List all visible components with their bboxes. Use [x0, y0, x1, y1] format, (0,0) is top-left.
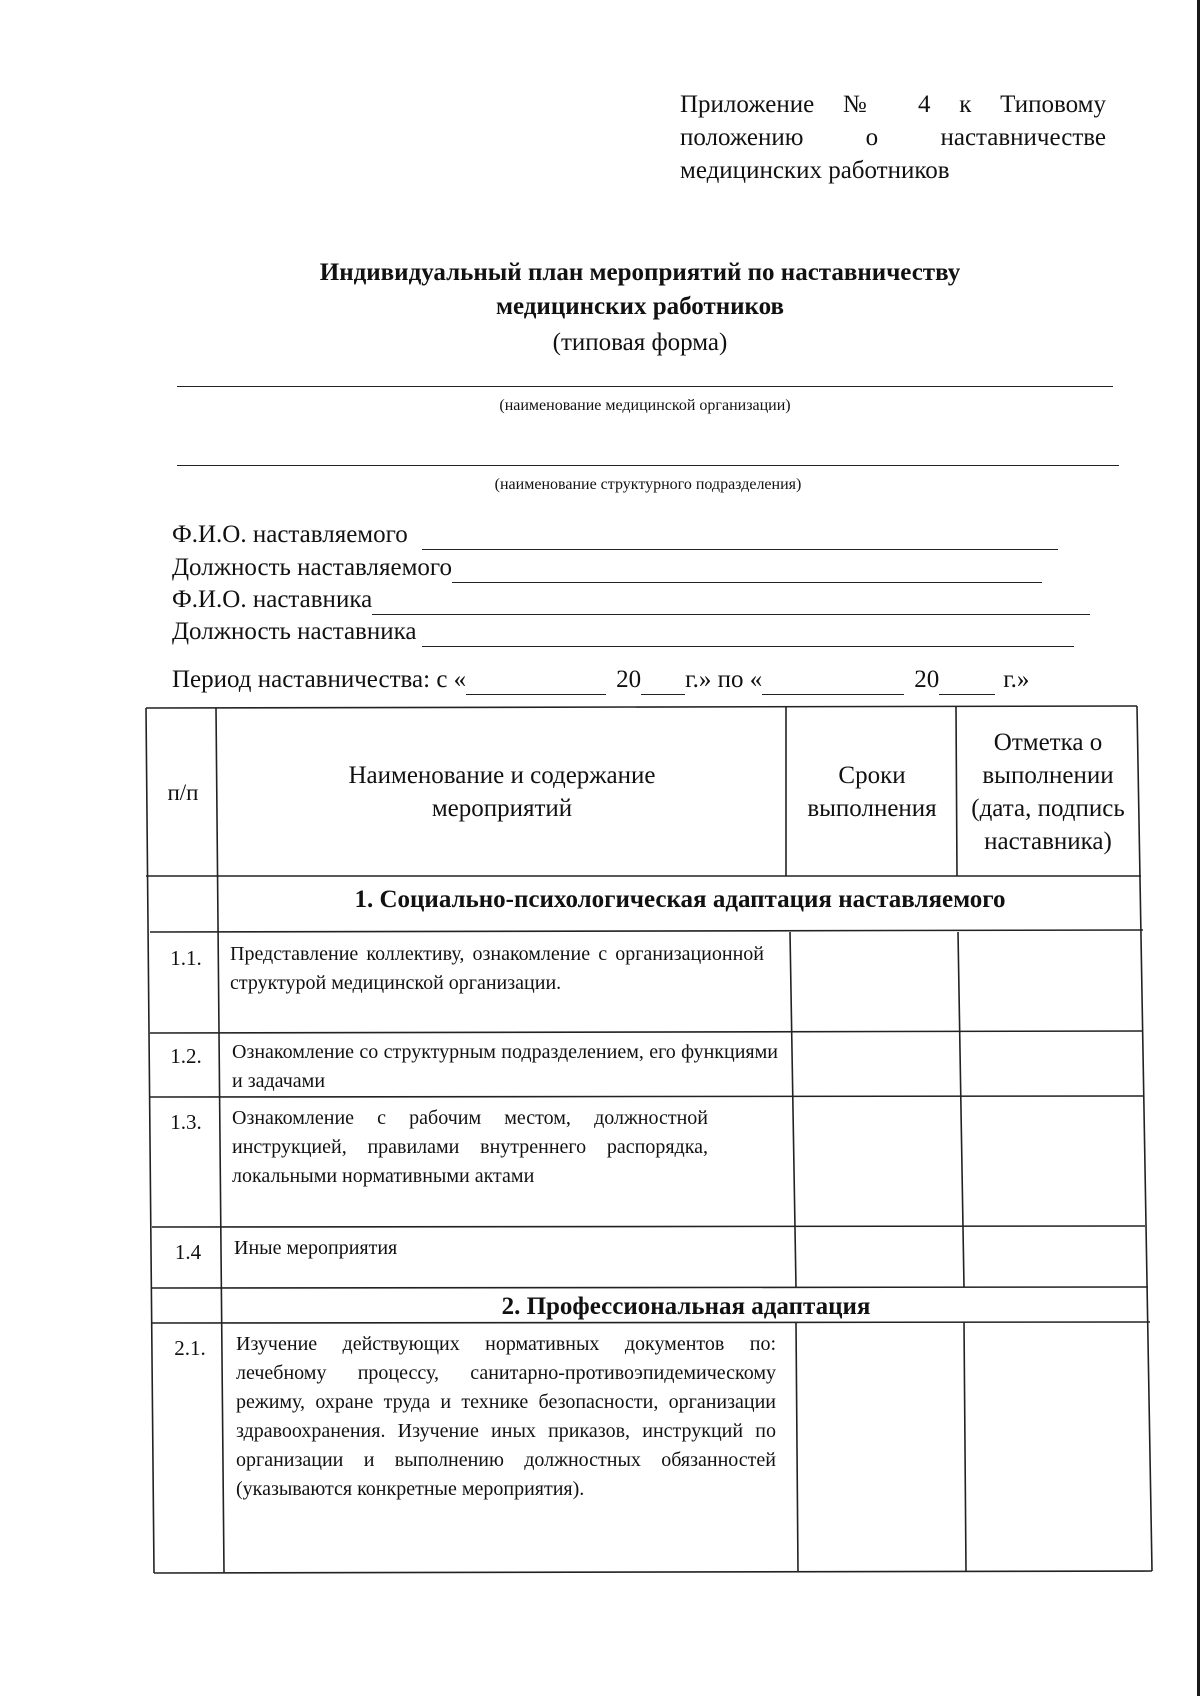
header-num: п/п [167, 779, 199, 805]
document-subtitle: (типовая форма) [552, 329, 728, 356]
mentor-position-label: Должность наставника [172, 618, 417, 645]
row-1-3-text: Ознакомление с рабочим местом, должностной инструкцией, правилами внутреннего распорядка, локальными нормативными актами [232, 1107, 708, 1187]
row-1-3-num: 1.3. [170, 1110, 202, 1134]
title-line-1: Индивидуальный план мероприятий по наставничеству [319, 259, 961, 286]
row-2-1-text: Изучение действующих нормативных документов по: лечебному процессу, санитарно-противоэпидемическому режиму, охране труда и технике безопасности, организации здравоохранения. Изучение иных приказов, инструкций по организации и выполнению должностных обязанностей (указываются конкретные мероприятия). [236, 1333, 776, 1500]
row-1-2-text: Ознакомление со структурным подразделением, его функциями и задачами [232, 1041, 778, 1092]
header-completion-mark: Отметка о выполнении (дата, подпись наставника) [971, 729, 1125, 855]
unit-name-caption: (наименование структурного подразделения) [494, 476, 802, 493]
annex-line-3: медицинских работников [680, 157, 950, 184]
row-1-1-text: Представление коллективу, ознакомление с организационной структурой медицинской организации. [230, 943, 764, 994]
header-activity: Наименование и содержание мероприятий [348, 762, 656, 822]
period-label: Период наставничества: с « [172, 666, 467, 693]
mentee-name-label: Ф.И.О. наставляемого [172, 521, 408, 548]
mentor-name-label: Ф.И.О. наставника [172, 586, 373, 613]
period-end-suffix: г.» [1003, 666, 1030, 693]
section-1-title: 1. Социально-психологическая адаптация наставляемого [354, 886, 1006, 913]
annex-line-1: Приложение № 4 к Типовому [680, 91, 1106, 118]
row-1-1-num: 1.1. [170, 946, 202, 970]
period-end-year-prefix: 20 [914, 666, 940, 693]
header-terms: Сроки выполнения [807, 762, 937, 822]
period-start-year-prefix: 20 [616, 666, 642, 693]
annex-line-2: положению о наставничестве [680, 124, 1106, 151]
section-2-title: 2. Профессиональная адаптация [501, 1293, 871, 1320]
row-2-1-num: 2.1. [174, 1336, 206, 1360]
mentee-position-label: Должность наставляемого [172, 554, 453, 581]
title-line-2: медицинских работников [495, 293, 784, 320]
org-name-caption: (наименование медицинской организации) [499, 397, 791, 414]
row-1-4-num: 1.4 [174, 1240, 202, 1264]
row-1-2-num: 1.2. [170, 1044, 202, 1068]
period-start-suffix: г.» по « [685, 666, 763, 693]
row-1-4-text: Иные мероприятия [234, 1237, 398, 1259]
